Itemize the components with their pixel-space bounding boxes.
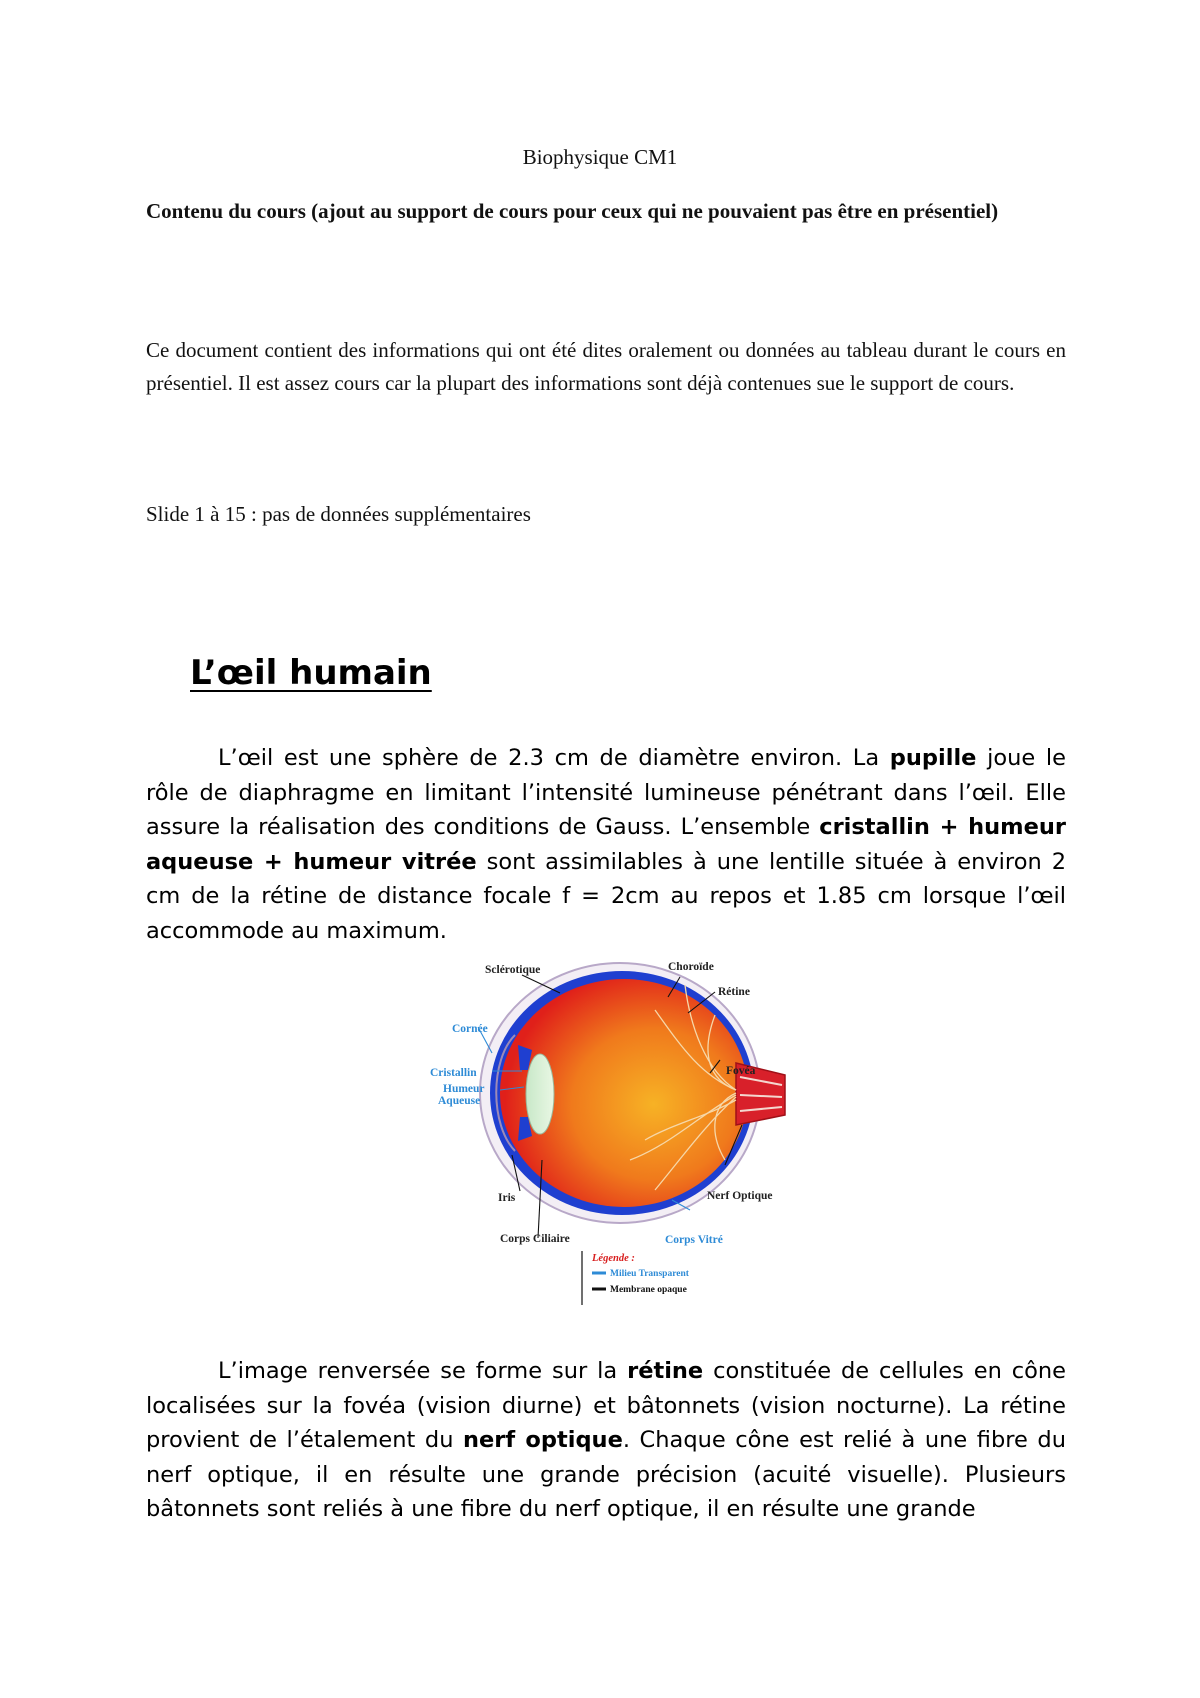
label-nerf-optique: Nerf Optique: [707, 1190, 773, 1202]
label-humeur: Humeur: [443, 1083, 485, 1095]
section-title: L’œil humain: [190, 653, 432, 693]
para1-text-3: sont assimilables à une lentille située à environ 2 cm de la rétine de distance focale f = 2cm au repos et 1.85 cm lorsque l’œil accommode au maximum.: [146, 848, 1067, 944]
para2-bold-nerf-optique: nerf optique: [463, 1427, 623, 1453]
eye-anatomy-figure: [430, 955, 850, 1305]
para2-text-3: . Chaque cône est relié à une fibre du nerf optique, il en résulte une grande précision (acuité visuelle). Plusieurs bâtonnets sont reliés à une fibre du nerf optique, il en résulte une grande: [146, 1427, 1066, 1522]
label-cristallin: Cristallin: [430, 1067, 477, 1079]
legend-title: Légende :: [592, 1253, 635, 1264]
course-content-subtitle: Contenu du cours (ajout au support de cours pour ceux qui ne pouvaient pas être en présentiel): [146, 199, 999, 223]
slide-note: Slide 1 à 15 : pas de données supplémentaires: [146, 502, 531, 526]
label-iris: Iris: [498, 1192, 516, 1204]
legend-item-opaque: Membrane opaque: [610, 1285, 687, 1295]
label-corps-vitre: Corps Vitré: [665, 1234, 723, 1246]
label-aqueuse: Aqueuse: [438, 1095, 481, 1107]
para1-bold-lens-system: cristallin + humeur aqueuse + humeur vitrée: [146, 814, 1066, 875]
para2-text-2: constituée de cellules en cône localisées sur la fovéa (vision diurne) et bâtonnets (vision nocturne). La rétine provient de l’étalement du: [146, 1358, 1067, 1453]
label-sclerotique: Sclérotique: [485, 964, 541, 976]
lens-shape: [526, 1054, 554, 1134]
paragraph-eye-description: [146, 741, 1066, 948]
intro-paragraph: Ce document contient des informations qui ont été dites oralement ou données au tableau durant le cours en présentiel. Il est assez cours car la plupart des informations sont déjà contenues sue le support de cours.: [146, 338, 1066, 395]
para1-text-1: L’œil est une sphère de 2.3 cm de diamètre environ. La: [218, 745, 890, 771]
document-title: Biophysique CM1: [522, 145, 678, 169]
para1-bold-pupille: pupille: [889, 745, 977, 771]
label-cornee: Cornée: [452, 1023, 488, 1035]
label-choroide: Choroïde: [668, 961, 714, 973]
label-retine: Rétine: [718, 986, 750, 998]
eye-diagram: [430, 955, 850, 1305]
para2-text-1: L’image renversée se forme sur la: [218, 1358, 628, 1384]
para1-text-2: joue le rôle de diaphragme en limitant l’intensité lumineuse pénétrant dans l’œil. Elle assure la réalisation des conditions de Gauss. L’ensemble: [146, 745, 1066, 840]
label-corps-ciliaire: Corps Ciliaire: [500, 1233, 570, 1245]
label-fovea: Fovéa: [726, 1065, 756, 1077]
legend-item-transparent: Milieu Transparent: [610, 1269, 689, 1279]
paragraph-retina-description: [146, 1354, 1066, 1527]
para2-bold-retine: rétine: [627, 1358, 704, 1384]
